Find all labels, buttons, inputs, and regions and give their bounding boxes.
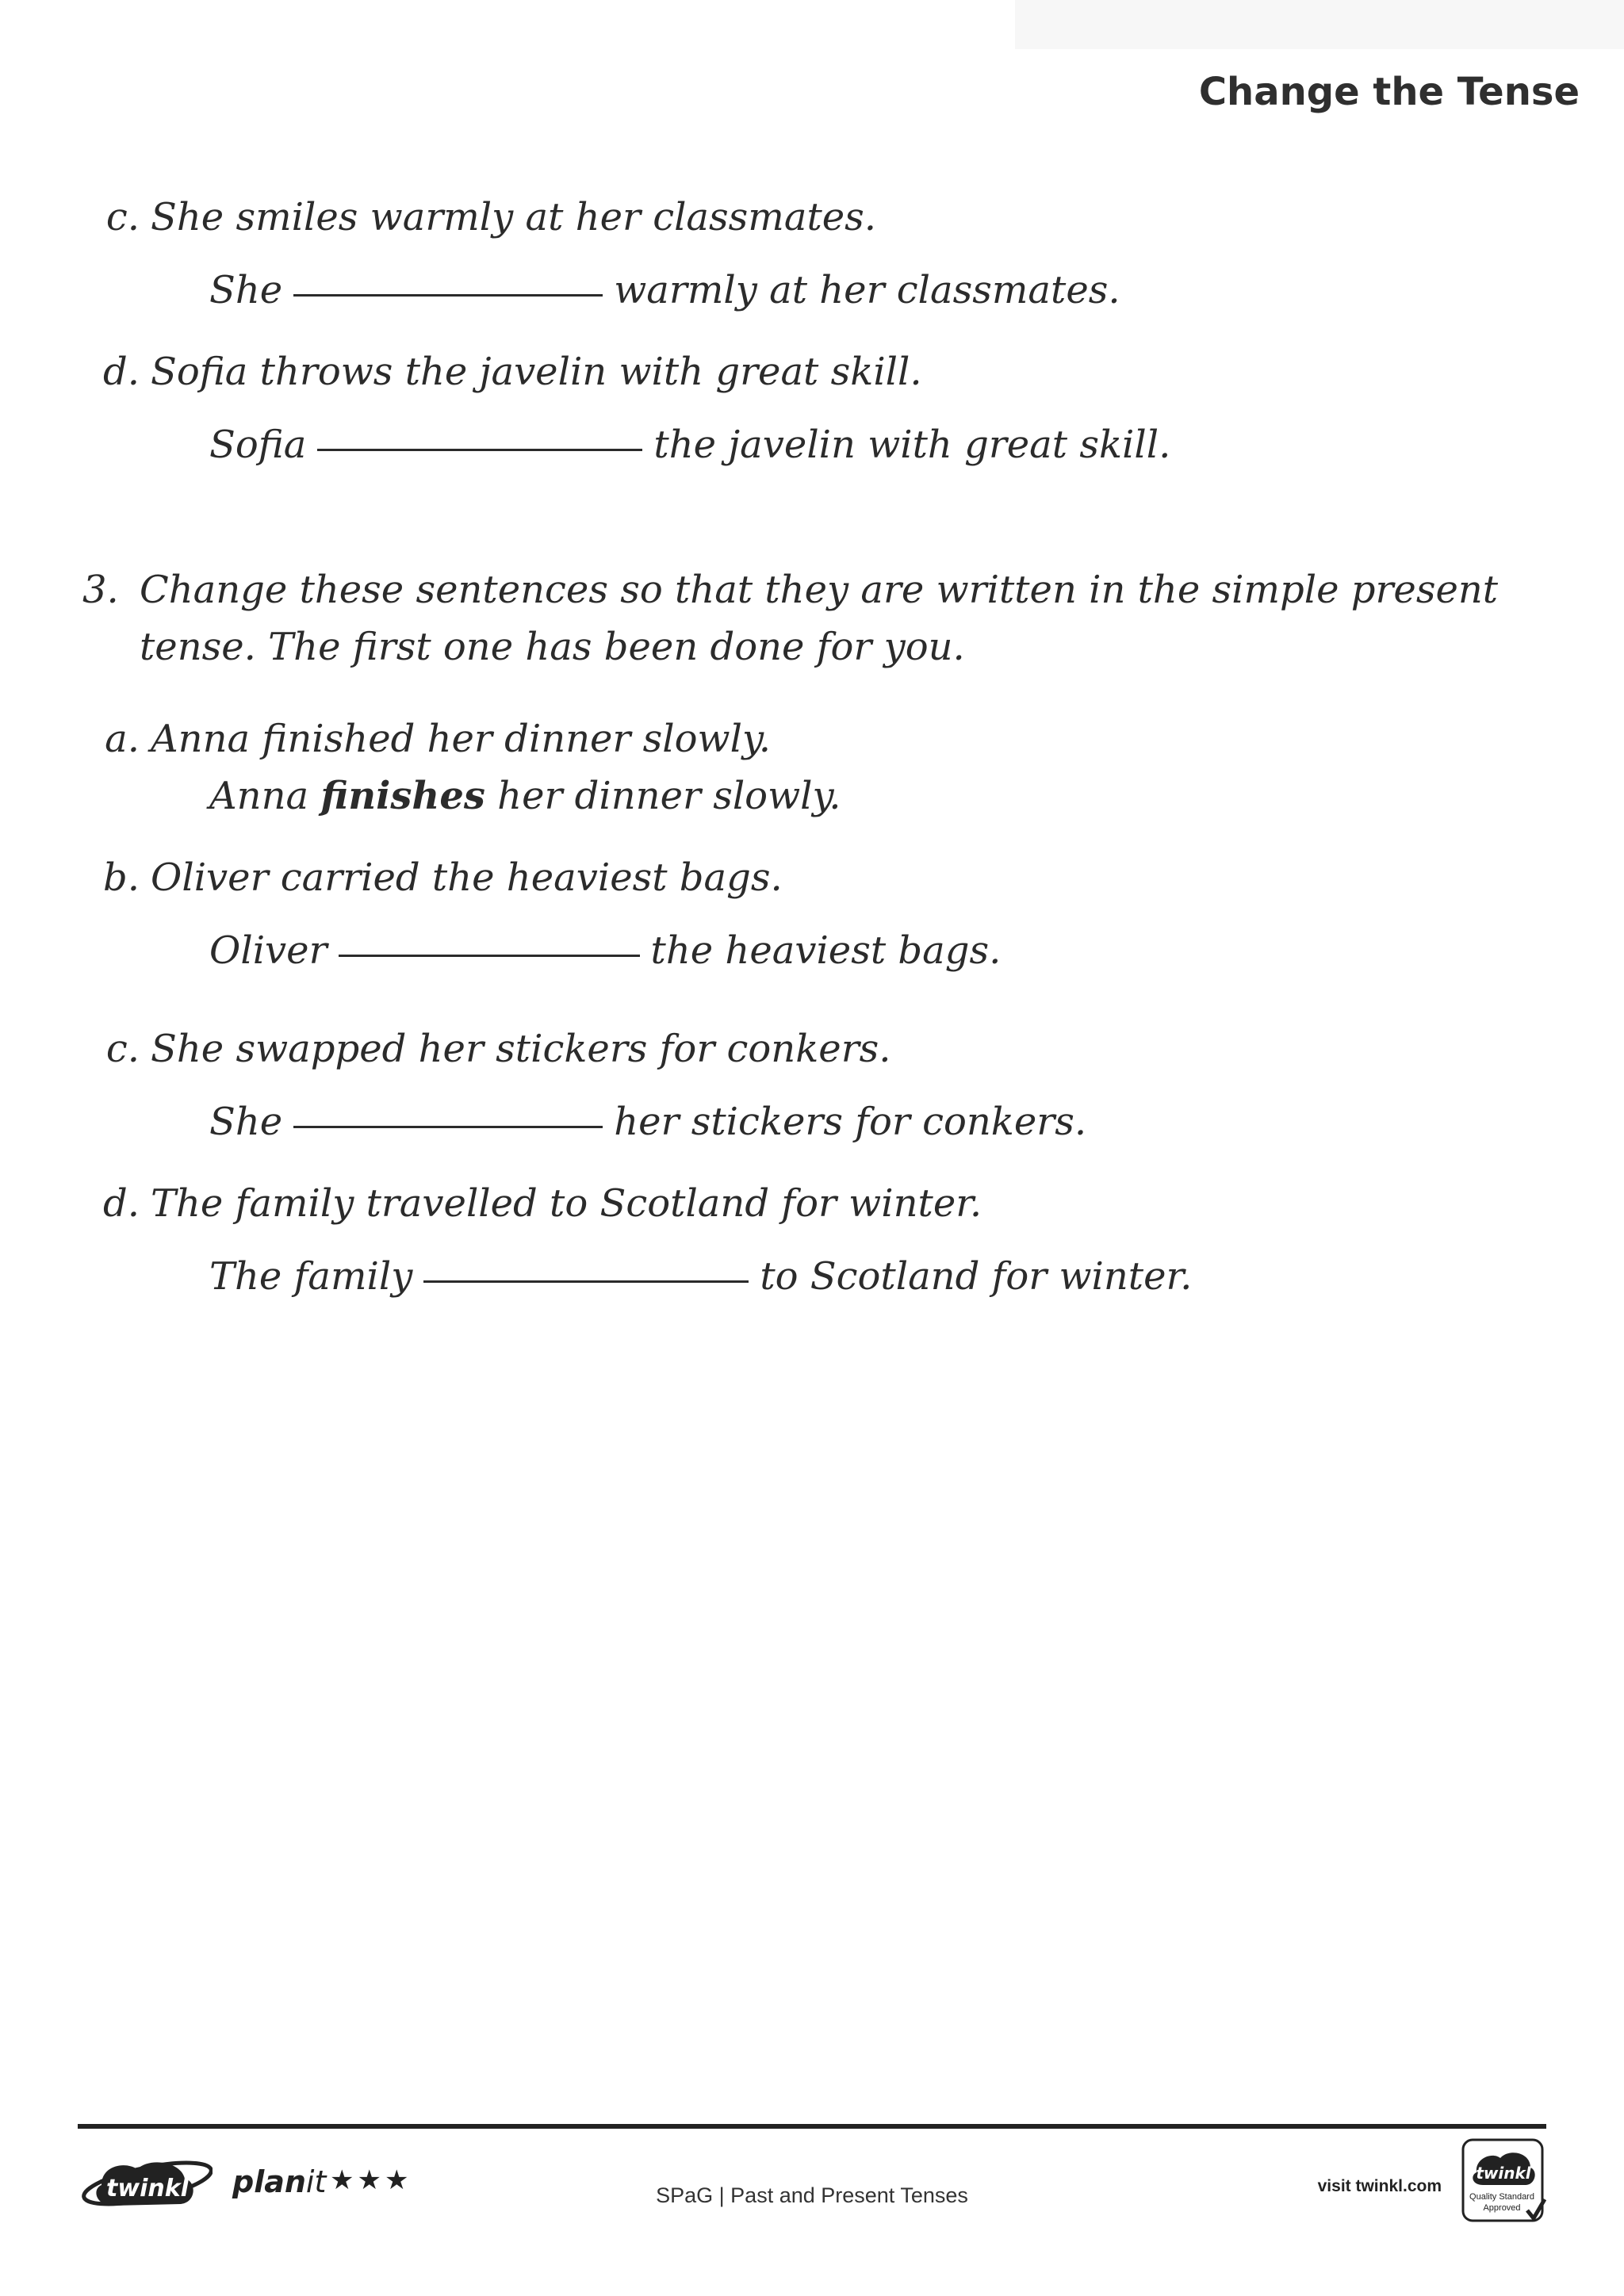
answer-blank[interactable] — [293, 291, 603, 297]
question-3-instruction — [82, 568, 1498, 614]
item-c-answer — [209, 268, 1120, 314]
answer-prefix: Sofia — [209, 423, 307, 467]
item-letter: b. — [103, 855, 140, 900]
example-answer: finishes — [320, 774, 485, 818]
item-a-prompt — [82, 717, 771, 763]
item-b-prompt — [82, 855, 783, 901]
answer-suffix: to Scotland for winter. — [760, 1254, 1193, 1299]
badge-line-1: Quality Standard — [1469, 2192, 1534, 2202]
item-d-prompt-q3 — [82, 1181, 982, 1227]
item-prompt-text: Oliver carried the heaviest bags. — [151, 855, 783, 900]
answer-blank[interactable] — [293, 1123, 603, 1128]
item-c-prompt-q3 — [82, 1027, 891, 1073]
answer-blank[interactable] — [339, 951, 640, 957]
item-d-answer — [209, 423, 1170, 469]
answer-suffix: her stickers for conkers. — [614, 1100, 1087, 1144]
quality-badge-icon — [1461, 2137, 1546, 2223]
footer — [78, 2137, 1546, 2241]
item-letter: c. — [105, 195, 140, 239]
answer-suffix: warmly at her classmates. — [614, 268, 1120, 312]
footer-resource-title: SPaG | Past and Present Tenses — [656, 2183, 968, 2207]
question-3-instruction-2 — [140, 625, 965, 671]
instruction-line-2: tense. The first one has been done for you. — [140, 625, 965, 669]
item-letter: a. — [105, 717, 140, 761]
item-prompt-text: She smiles warmly at her classmates. — [151, 195, 877, 239]
answer-prefix: The family — [209, 1254, 413, 1299]
answer-prefix: Anna — [209, 774, 309, 818]
footer-divider — [78, 2124, 1546, 2129]
answer-suffix: her dinner slowly. — [497, 774, 841, 818]
answer-prefix: She — [209, 1100, 283, 1144]
question-number: 3. — [82, 568, 119, 612]
header-tab — [1015, 0, 1624, 49]
page-title: Change the Tense — [1198, 70, 1580, 114]
visit-link[interactable]: visit twinkl.com — [1317, 2177, 1442, 2195]
answer-prefix: She — [209, 268, 283, 312]
planit-plan: plan — [232, 2164, 306, 2199]
item-d-prompt — [82, 350, 922, 396]
item-letter: c. — [105, 1027, 140, 1071]
item-d-answer-q3 — [209, 1254, 1192, 1300]
answer-blank[interactable] — [317, 446, 642, 451]
item-letter: d. — [103, 1181, 140, 1226]
planit-it: it — [305, 2164, 327, 2199]
item-prompt-text: The family travelled to Scotland for winter. — [151, 1181, 982, 1226]
answer-suffix: the heaviest bags. — [650, 928, 1002, 973]
answer-suffix: the javelin with great skill. — [653, 423, 1171, 467]
item-prompt-text: Anna finished her dinner slowly. — [151, 717, 771, 761]
answer-blank[interactable] — [423, 1277, 749, 1283]
item-prompt-text: She swapped her stickers for conkers. — [151, 1027, 891, 1071]
item-prompt-text: Sofia throws the javelin with great skill. — [151, 350, 922, 394]
badge-line-2: Approved — [1483, 2203, 1521, 2213]
item-a-answer — [209, 774, 841, 820]
item-c-prompt — [82, 195, 876, 241]
item-c-answer-q3 — [209, 1100, 1086, 1146]
item-b-answer — [209, 928, 1001, 974]
badge-brand-text: twinkl — [1476, 2164, 1531, 2183]
item-letter: d. — [103, 350, 140, 394]
twinkl-logo-text: twinkl — [106, 2175, 189, 2202]
answer-prefix: Oliver — [209, 928, 327, 973]
star-rating: ★★★ — [330, 2164, 412, 2196]
instruction-line-1: Change these sentences so that they are written in the simple present — [140, 568, 1499, 612]
